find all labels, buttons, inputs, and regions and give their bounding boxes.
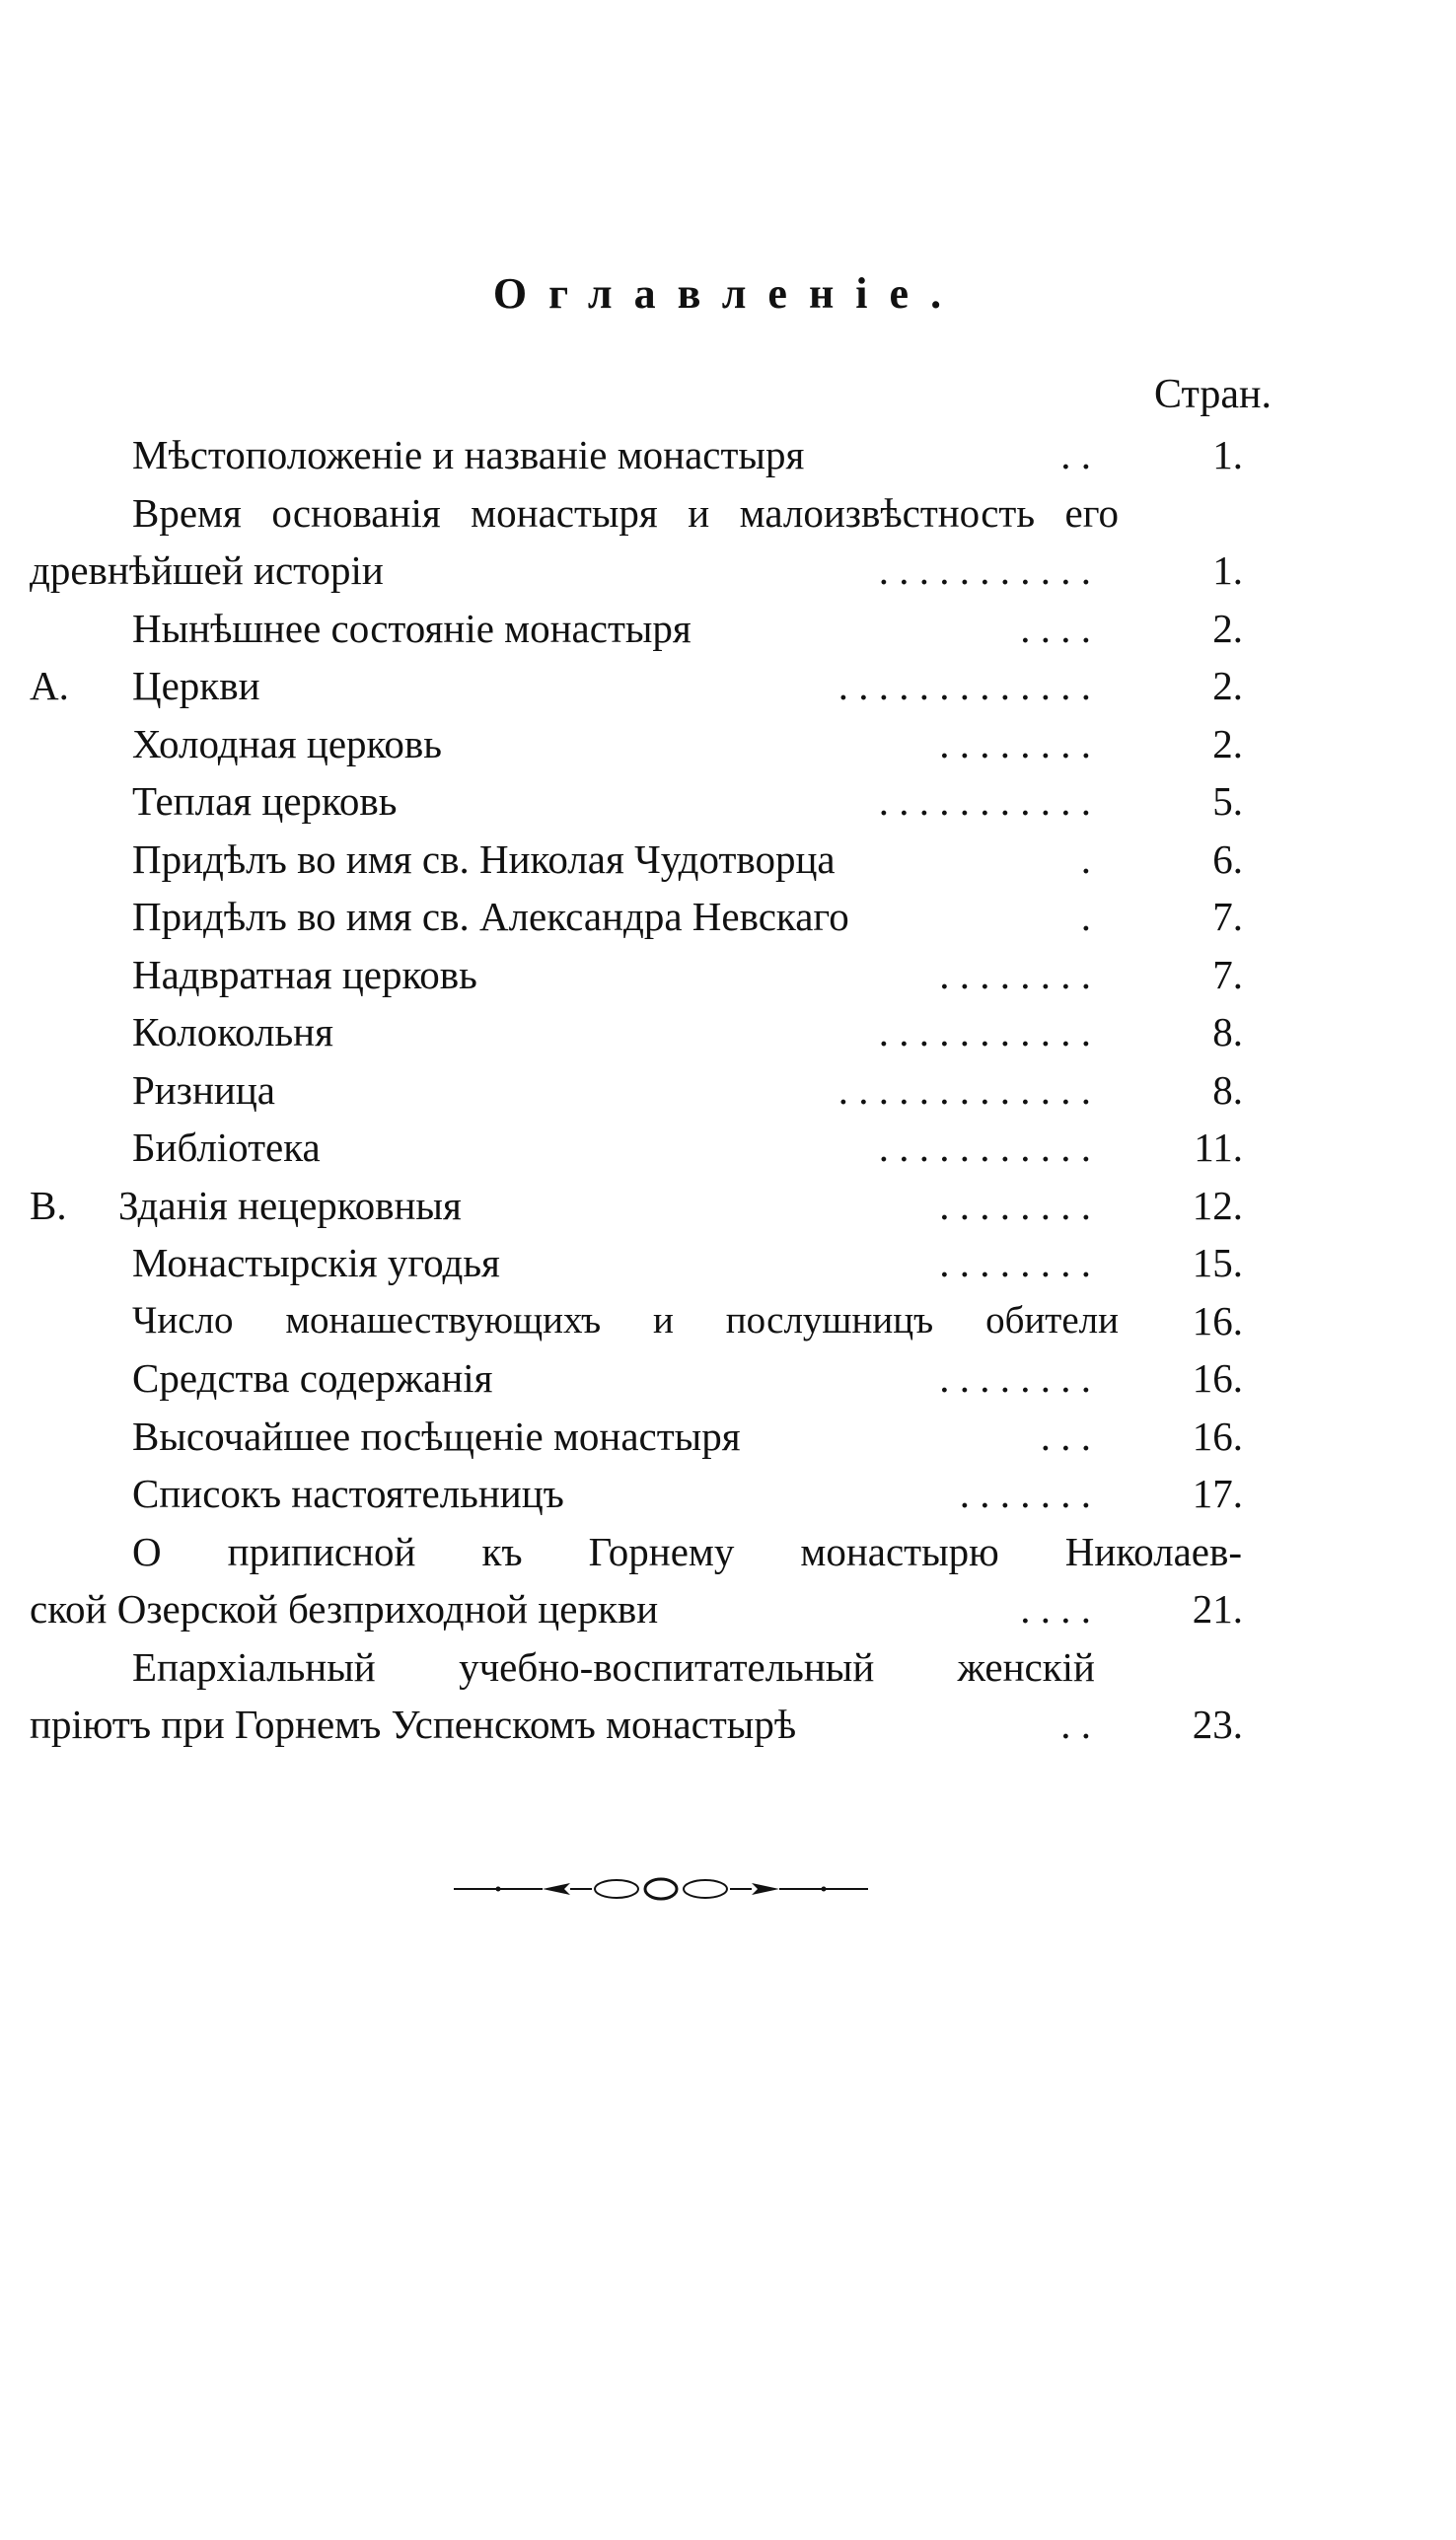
toc-entry-text: Церкви xyxy=(132,663,260,708)
toc-section-entry xyxy=(0,1177,1456,1235)
toc-entry-text: Мѣстоположеніе и названіе монастыря xyxy=(132,432,805,477)
toc-entry xyxy=(0,542,1456,600)
toc-entry-text: Монастырскія угодья xyxy=(132,1240,500,1285)
toc-entry-dots: . . . . . . . . . . . . . xyxy=(837,1066,1091,1113)
toc-entry xyxy=(0,1292,1456,1350)
toc-entry-page: 2. xyxy=(1212,663,1243,708)
toc-entry-text: Библіотека xyxy=(132,1125,321,1170)
table-of-contents xyxy=(0,426,1456,1754)
toc-entry-page: 23. xyxy=(1192,1702,1243,1747)
toc-entry-page: 7. xyxy=(1212,894,1243,939)
toc-entry-page: 16. xyxy=(1192,1413,1243,1459)
toc-entry-dots: . . . . . . . . xyxy=(939,720,1091,766)
toc-entry xyxy=(0,772,1456,831)
toc-entry-page: 8. xyxy=(1212,1066,1243,1113)
toc-entry-dots: . . . . . . . . xyxy=(939,951,1091,997)
toc-section-letter: A. xyxy=(30,663,69,708)
toc-entry xyxy=(0,1061,1456,1120)
toc-entry-text: Высочайшее посѣщеніе монастыря xyxy=(132,1413,741,1459)
toc-entry-page: 12. xyxy=(1192,1182,1243,1228)
toc-entry xyxy=(0,484,1456,543)
toc-entry-text: Время основанія монастыря и малоизвѣстность его xyxy=(132,489,1119,536)
toc-entry-page: 11. xyxy=(1194,1125,1243,1170)
toc-entry-text: Епархіальный учебно-воспитательный женскій xyxy=(132,1643,1095,1690)
toc-entry xyxy=(0,426,1456,484)
toc-entry-dots: . . . . . . . . . . . . . xyxy=(837,663,1091,708)
toc-entry-text: Число монашествующихъ и послушницъ обители xyxy=(132,1298,1119,1342)
toc-section-entry xyxy=(0,657,1456,715)
toc-entry-dots: . xyxy=(1080,835,1091,882)
toc-entry xyxy=(0,1523,1456,1581)
toc-entry-text: Списокъ настоятельницъ xyxy=(132,1471,564,1516)
toc-entry-page: 17. xyxy=(1192,1471,1243,1516)
toc-entry-dots: . . . . . . . . xyxy=(939,1355,1091,1401)
toc-entry-dots: . . . . . . . . xyxy=(939,1240,1091,1285)
decorative-divider-ornament xyxy=(454,1869,868,1909)
toc-entry-page: 2. xyxy=(1212,720,1243,766)
toc-entry-page: 6. xyxy=(1212,835,1243,882)
toc-entry-text: Теплая церковь xyxy=(132,778,398,824)
toc-entry-text: Средства содержанія xyxy=(132,1355,493,1401)
toc-entry-dots: . . . . . . . . . . . xyxy=(878,1125,1091,1170)
toc-entry xyxy=(0,600,1456,658)
toc-entry-page: 16. xyxy=(1192,1355,1243,1401)
toc-entry-dots: . . . . . . . xyxy=(959,1471,1091,1516)
toc-entry-page: 15. xyxy=(1192,1240,1243,1285)
toc-entry-page: 1. xyxy=(1212,432,1243,477)
page-title: Оглавленіе. xyxy=(492,269,964,318)
toc-entry-text: Зданія нецерковныя xyxy=(118,1182,462,1228)
toc-entry-dots: . xyxy=(1080,894,1091,939)
toc-entry-page: 16. xyxy=(1192,1297,1243,1343)
toc-entry-dots: . . . . . . . . . . . xyxy=(878,778,1091,824)
toc-entry-text: Холодная церковь xyxy=(132,720,442,766)
toc-entry-text: О приписной къ Горнему монастырю Николаев- xyxy=(132,1528,1242,1574)
toc-entry-dots: . . . . . . . . . . . xyxy=(878,547,1091,593)
toc-entry-text: Колокольня xyxy=(132,1009,333,1054)
toc-entry-text: пріютъ при Горнемъ Успенскомъ монастырѣ xyxy=(30,1702,797,1747)
toc-entry-dots: . . . . xyxy=(1020,605,1091,651)
toc-entry xyxy=(0,715,1456,773)
toc-entry-text: Надвратная церковь xyxy=(132,951,477,997)
toc-entry-text: Придѣлъ во имя св. Александра Невскаго xyxy=(132,894,849,939)
toc-section-letter: B. xyxy=(30,1182,67,1228)
toc-entry-text: Придѣлъ во имя св. Николая Чудотворца xyxy=(132,835,836,882)
toc-entry-page: 21. xyxy=(1192,1586,1243,1632)
toc-entry-dots: . . xyxy=(1060,432,1091,477)
toc-entry xyxy=(0,1580,1456,1638)
toc-entry-text: Нынѣшнее состояніе монастыря xyxy=(132,605,692,651)
page-column-label: Стран. xyxy=(1154,372,1272,417)
toc-entry xyxy=(0,946,1456,1004)
toc-entry-dots: . . . xyxy=(1040,1413,1091,1459)
toc-entry-dots: . . . . . . . . . . . xyxy=(878,1009,1091,1054)
toc-entry xyxy=(0,1638,1456,1697)
toc-entry xyxy=(0,1119,1456,1177)
toc-entry-page: 5. xyxy=(1212,778,1243,824)
toc-entry-text: Ризница xyxy=(132,1066,275,1113)
toc-entry-dots: . . . . xyxy=(1020,1586,1091,1632)
toc-entry xyxy=(0,1696,1456,1754)
toc-entry xyxy=(0,888,1456,946)
toc-entry xyxy=(0,1408,1456,1466)
toc-entry-page: 8. xyxy=(1212,1009,1243,1054)
toc-entry-dots: . . . . . . . . xyxy=(939,1182,1091,1228)
toc-entry-text: древнѣйшей исторіи xyxy=(30,547,384,593)
toc-entry-page: 1. xyxy=(1212,547,1243,593)
toc-entry-page: 2. xyxy=(1212,605,1243,651)
toc-entry-page: 7. xyxy=(1212,951,1243,997)
toc-entry-text: ской Озерской безприходной церкви xyxy=(30,1586,659,1632)
toc-entry xyxy=(0,1465,1456,1523)
toc-entry xyxy=(0,1003,1456,1061)
toc-entry xyxy=(0,831,1456,889)
toc-entry xyxy=(0,1349,1456,1408)
toc-entry xyxy=(0,1234,1456,1292)
toc-entry-dots: . . xyxy=(1060,1702,1091,1747)
